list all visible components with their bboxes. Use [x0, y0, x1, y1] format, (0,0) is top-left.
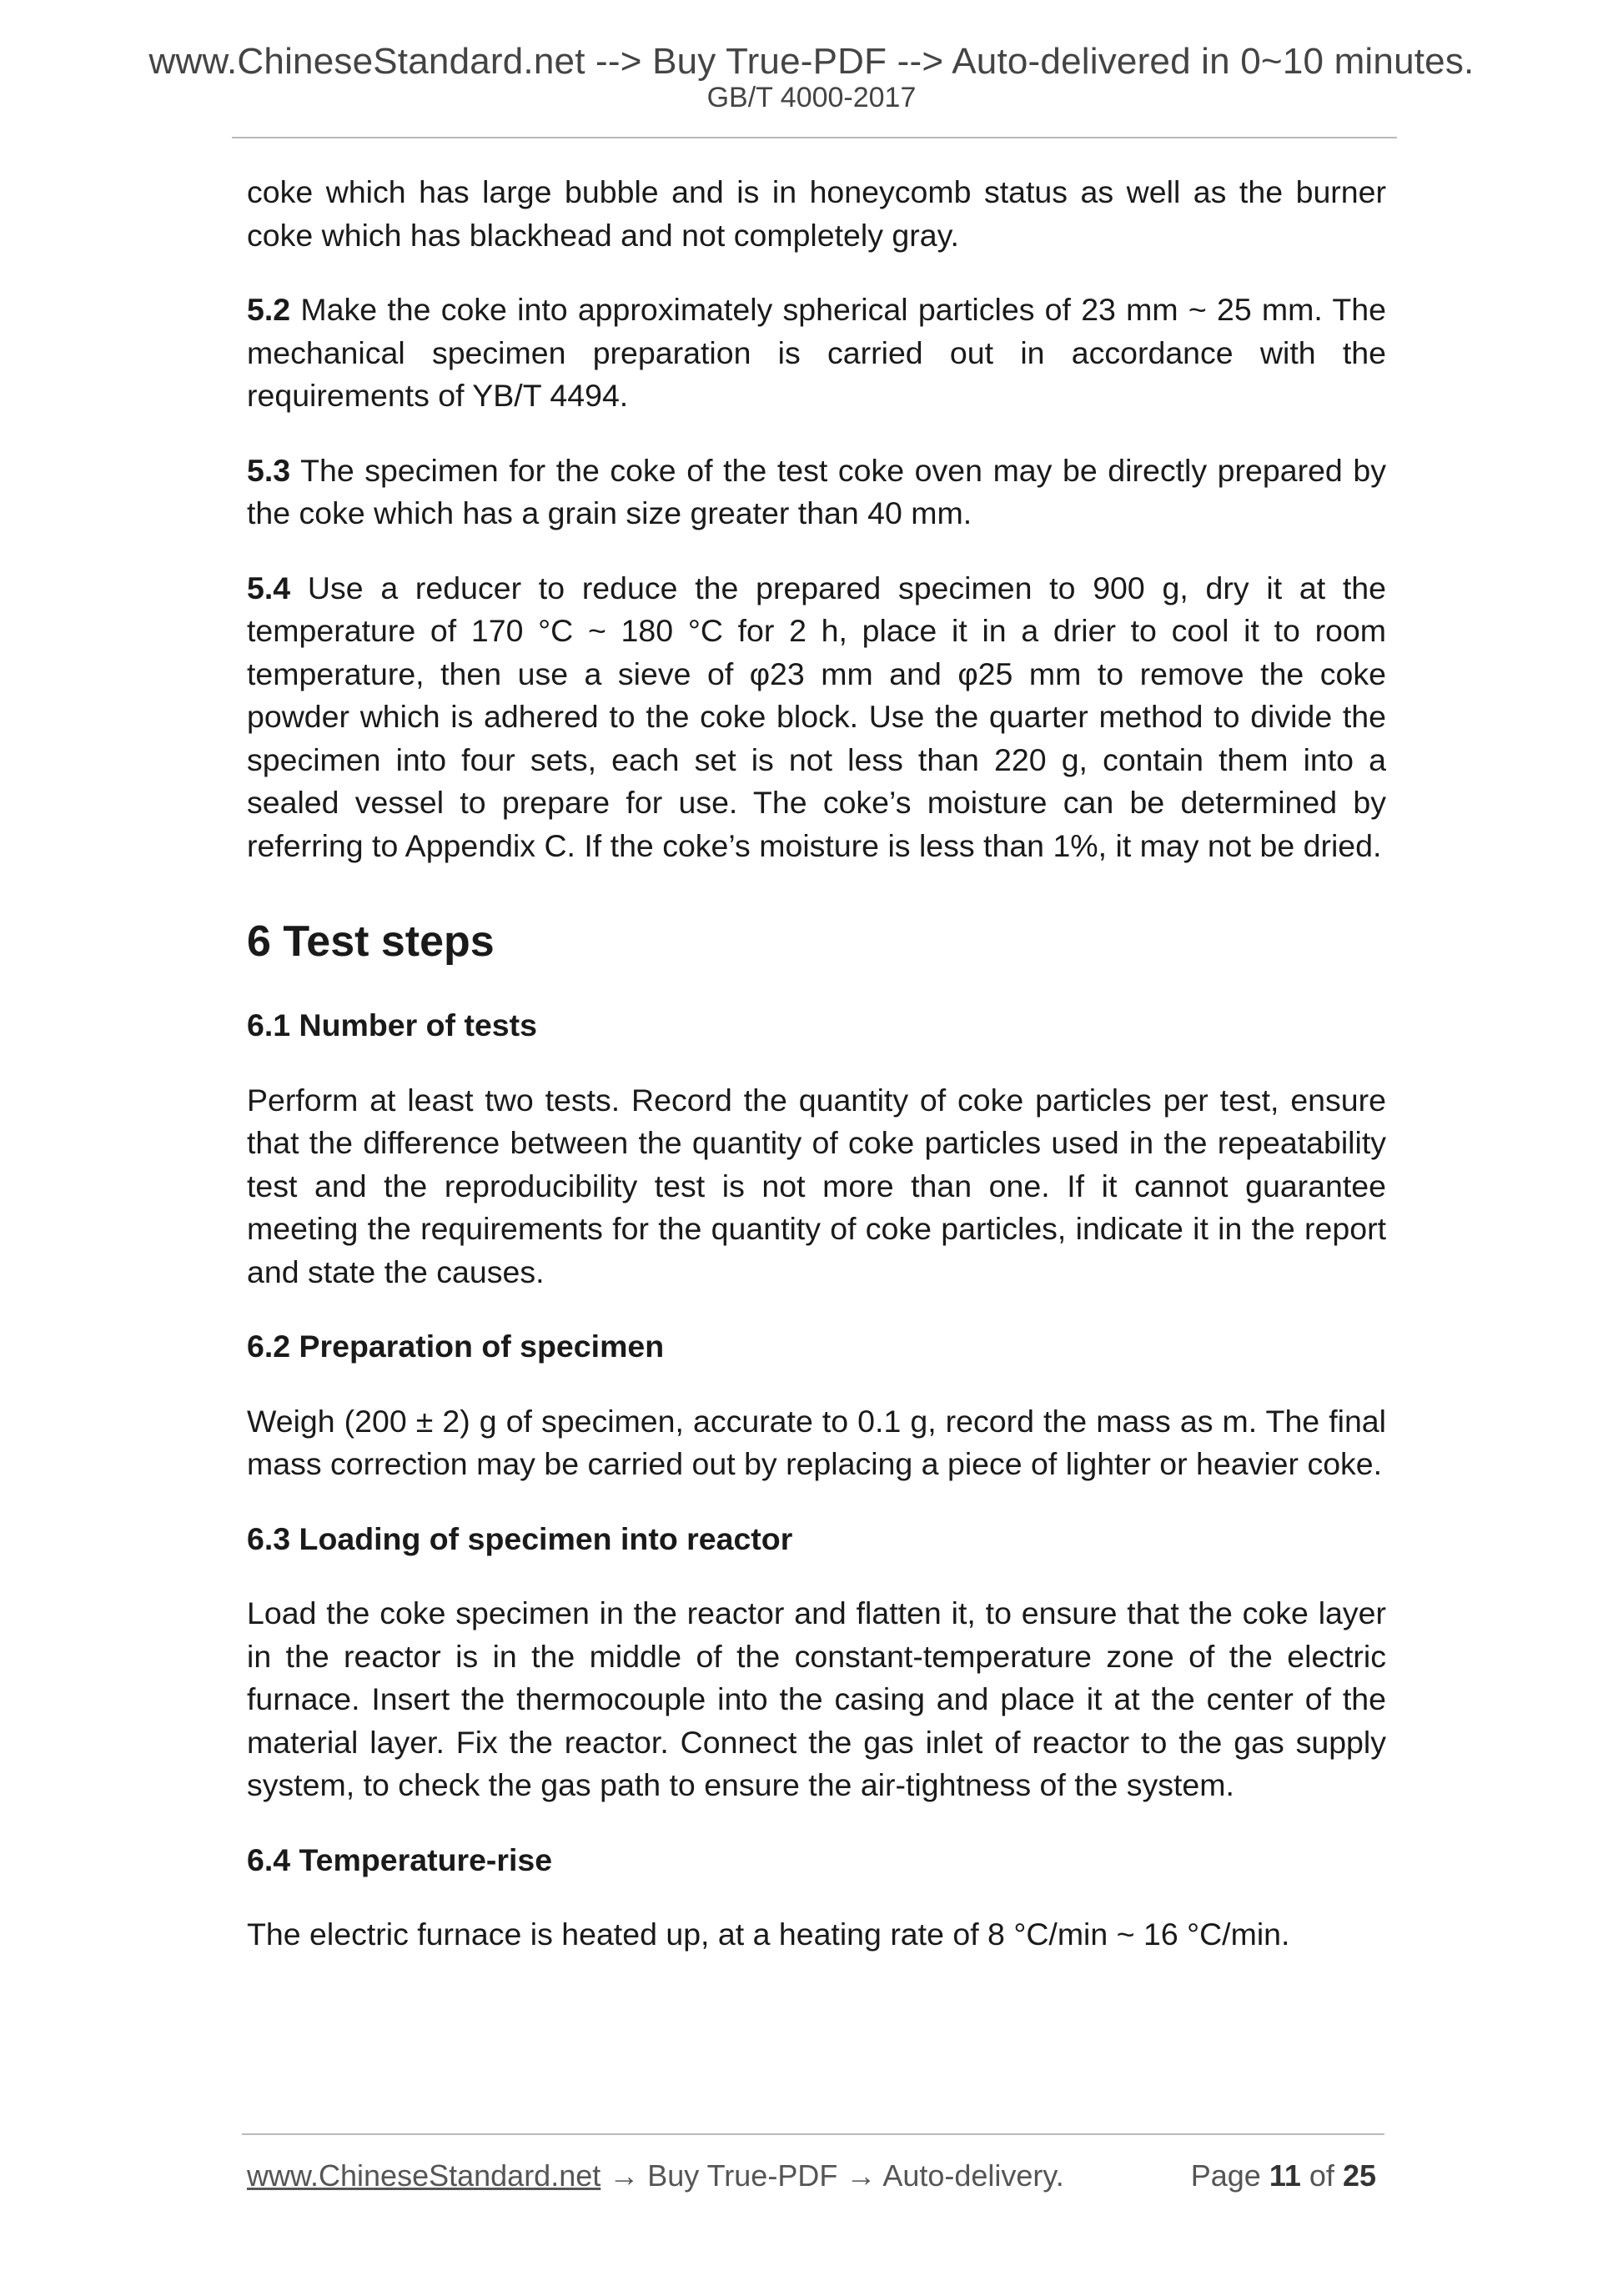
clause-5-4: [247, 567, 1386, 868]
section-heading-6: 6 Test steps: [247, 917, 495, 966]
clause-5-3: [247, 450, 1386, 535]
subheading-6-3: 6.3 Loading of specimen into reactor: [247, 1520, 793, 1556]
footer-tagline: → Buy True-PDF → Auto-delivery.: [600, 2158, 1064, 2193]
banner-text: www.ChineseStandard.net --> Buy True-PDF --> Auto-delivered in 0~10 minutes.: [148, 41, 1475, 82]
header-divider: [232, 137, 1397, 138]
paragraph-6-2: Weigh (200 ± 2) g of specimen, accurate to 0.1 g, record the mass as m. The final mass correction may be carried out by replacing a piece of lighter or heavier coke.: [247, 1403, 1386, 1482]
subheading-6-1: 6.1 Number of tests: [247, 1007, 538, 1043]
total-pages: 25: [1342, 2158, 1376, 2193]
page-number: 11: [1269, 2158, 1301, 2193]
page-footer: [247, 2155, 1376, 2197]
clause-number: 5.4: [247, 570, 291, 605]
subheading-6-2: 6.2 Preparation of specimen: [247, 1329, 665, 1364]
footer-divider: [242, 2133, 1384, 2135]
page-label: Page: [1190, 2158, 1261, 2193]
clause-text: The specimen for the coke of the test coke oven may be directly prepared by the coke which has a grain size greater than 40 mm.: [247, 452, 1386, 530]
standard-number: GB/T 4000-2017: [706, 82, 917, 113]
of-label: of: [1309, 2158, 1334, 2193]
page-indicator: [1191, 2155, 1376, 2197]
subheading-6-4: 6.4 Temperature-rise: [247, 1841, 553, 1877]
clause-text: Make the coke into approximately spherical particles of 23 mm ~ 25 mm. The mechanical specimen preparation is carried out in accordance with the requirements of YB/T 4494.: [247, 292, 1386, 413]
paragraph-6-4: The electric furnace is heated up, at a heating rate of 8 °C/min ~ 16 °C/min.: [247, 1917, 1290, 1952]
paragraph-continuation: coke which has large bubble and is in honeycomb status as well as the burner coke which has blackhead and not completely gray.: [247, 174, 1386, 253]
clause-5-2: [247, 289, 1386, 418]
footer-link[interactable]: www.ChineseStandard.net: [247, 2158, 601, 2193]
clause-number: 5.3: [247, 452, 291, 488]
paragraph-6-3: Load the coke specimen in the reactor and flatten it, to ensure that the coke layer in the reactor is in the middle of the constant-temperature zone of the electric furnace. Insert the thermocouple into the casing and place it at the center of the material layer. Fix the reactor. Connect the gas inlet of reactor to the gas supply system, to check the gas path to ensure the air-tightness of the system.: [247, 1595, 1386, 1803]
clause-number: 5.2: [247, 292, 291, 327]
clause-text: Use a reducer to reduce the prepared specimen to 900 g, dry it at the temperature of 170 °C ~ 180 °C for 2 h, place it in a drier to cool it to room temperature, then use a sieve of φ23 mm and φ25 mm to remove the coke powder which is adhered to the coke block. Use the quarter method to divide the specimen into four sets, each set is not less than 220 g, contain them into a sealed vessel to prepare for use. The coke’s moisture can be determined by referring to Appendix C. If the coke’s moisture is less than 1%, it may not be dried.: [247, 570, 1386, 863]
paragraph-6-1: Perform at least two tests. Record the quantity of coke particles per test, ensure that the difference between the quantity of coke particles used in the repeatability test and the reproducibility test is not more than one. If it cannot guarantee meeting the requirements for the quantity of coke particles, indicate it in the report and state the causes.: [247, 1082, 1386, 1289]
document-body: [247, 171, 1386, 1988]
